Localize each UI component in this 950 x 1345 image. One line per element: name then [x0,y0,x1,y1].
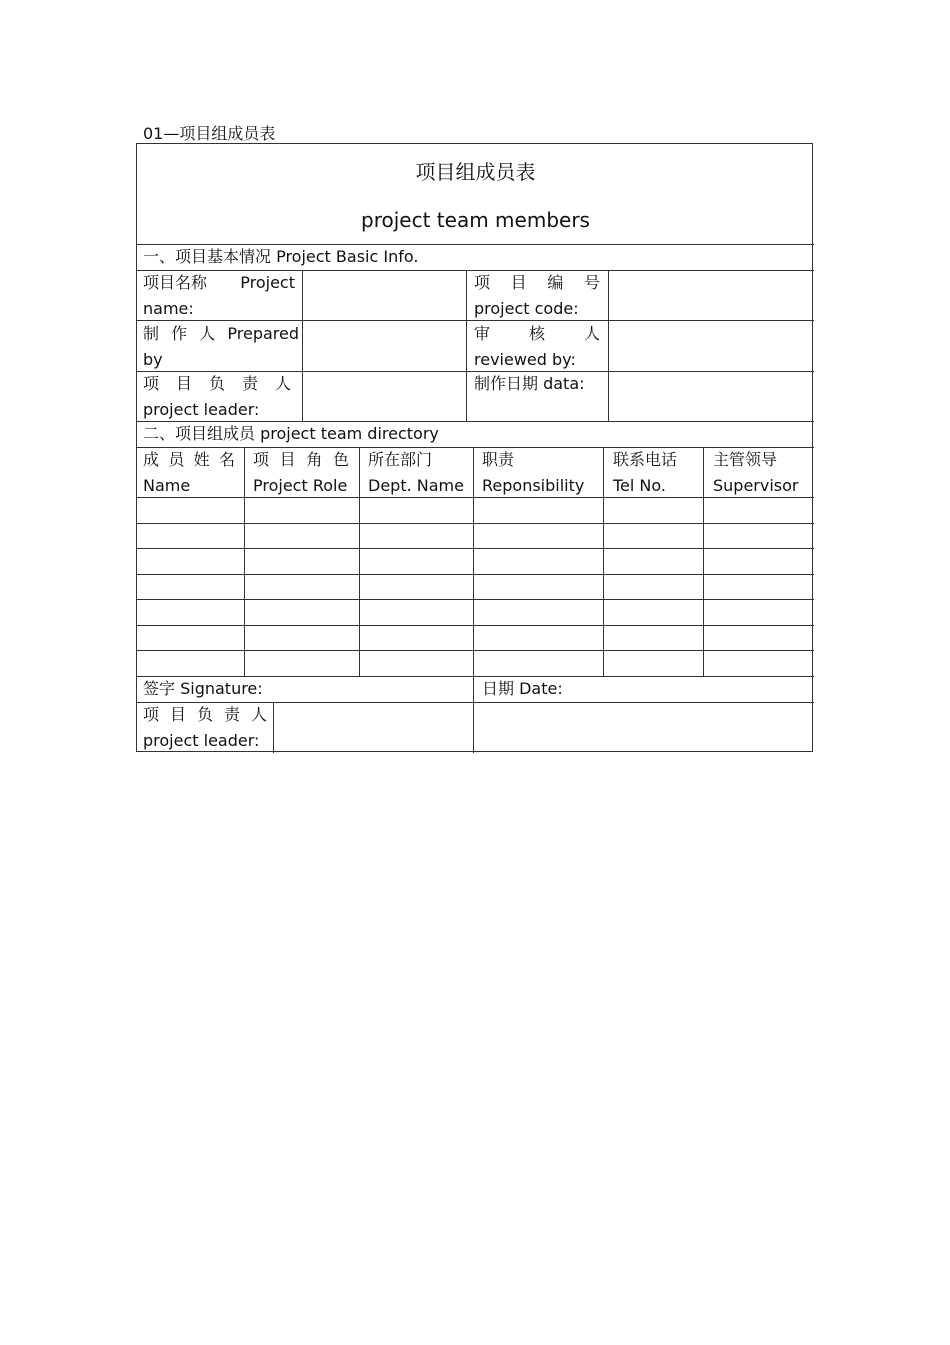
label-project-leader: 项 目 负 责 人 project leader: [143,374,291,419]
rule-dir-col4 [603,447,604,676]
rule-sign-leader [273,702,274,753]
rule-basic-col1 [302,270,303,421]
rule-dir-col2 [359,447,360,676]
project-team-form [136,143,813,752]
rule-basic-col3 [608,270,609,421]
label-sign-project-leader: 项 目 负 责 人 project leader: [143,705,267,750]
header-member-name: 成 员 姓 名 Name [143,450,235,495]
label-project-name: 项 目 名 称 Project name: [143,273,295,318]
rule-row [137,574,814,575]
header-project-role: 项 目 角 色 Project Role [253,450,349,495]
header-supervisor: 主管领导 Supervisor [713,450,799,495]
section-basic-info-heading: 一、项目基本情况 Project Basic Info. [143,247,419,266]
label-signature: 签字 Signature: [143,679,263,698]
label-reviewed-by: 审 核 人 reviewed by: [474,324,600,369]
rule-row [137,548,814,549]
rule-row [137,523,814,524]
header-tel-no: 联系电话 Tel No. [613,450,678,495]
rule-dir-col1 [244,447,245,676]
header-dept-name: 所在部门 Dept. Name [368,450,464,495]
rule-dir-col3 [473,447,474,676]
label-prepared-by: 制 作 人 Prepared by [143,324,299,369]
section-team-directory-heading: 二、项目组成员 project team directory [143,424,439,443]
rule-sign-mid [473,676,474,753]
rule-basic-col2 [466,270,467,421]
form-title-cn: 项目组成员表 [415,160,536,184]
document-label: 01—项目组成员表 [143,124,276,143]
label-project-code: 项 目 编 号 project code: [474,273,600,318]
rule-row [137,599,814,600]
rule-row [137,625,814,626]
label-sign-date: 日期 Date: [482,679,563,698]
rule-row [137,650,814,651]
header-responsibility: 职责 Reponsibility [482,450,585,495]
form-title-en: project team members [361,208,590,232]
rule-dir-col5 [703,447,704,676]
label-prepared-date: 制作日期 data: [474,374,585,393]
